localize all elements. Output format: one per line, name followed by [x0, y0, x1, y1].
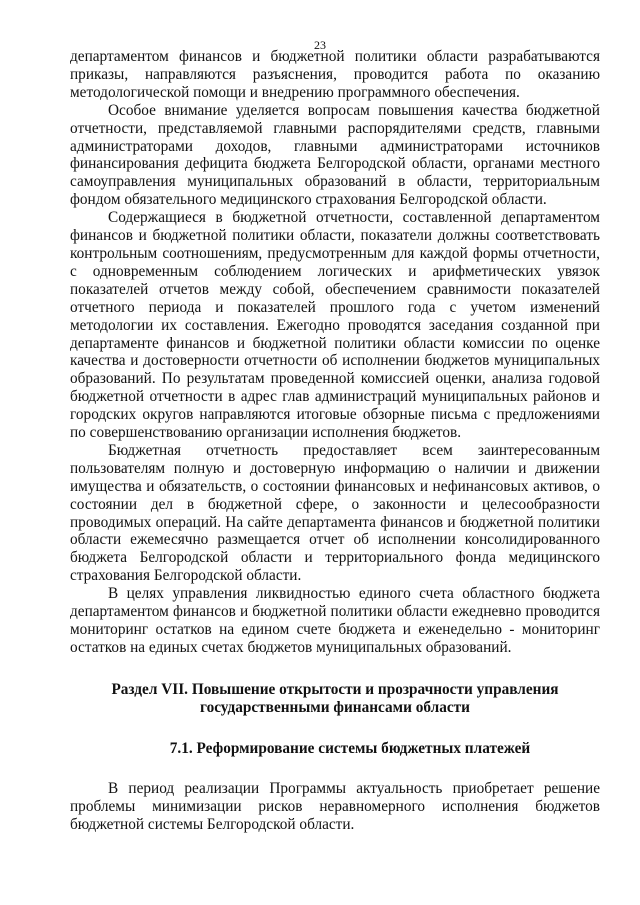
paragraph-1: департаментом финансов и бюджетной политики области разрабатываются приказы, направляются разъяснения, проводится работа по оказанию методологической помощи и внедрению программного обеспечения. — [70, 48, 600, 101]
paragraph-5: В целях управления ликвидностью единого счета областного бюджета департаментом финансов и бюджетной политики области ежедневно проводится мониторинг остатков на едином счете бюджета и еженедельно - мониторинг остатков на единых счетах бюджетов муниципальных образований. — [70, 585, 600, 656]
section-heading-line-2: государственными финансами области — [200, 698, 470, 716]
paragraph-3: Содержащиеся в бюджетной отчетности, составленной департаментом финансов и бюджетной политики области, показатели должны соответствовать контрольным соотношениям, предусмотренным для каждой формы отчетности, с одновременным соблюдением логических и арифметических увязок показателей отчетов между собой, обеспечением сравнимости показателей отчетного периода и показателей прошлого года с учетом изменений методологии их составления. Ежегодно проводятся заседания созданной при департаменте финансов и бюджетной политики области комиссии по оценке качества и достоверности отчетности об исполнении бюджетов муниципальных образований. По результатам проведенной комиссией оценки, анализа годовой бюджетной отчетности в адрес глав администраций муниципальных районов и городских округов направляются итоговые обзорные письма с предложениями по совершенствованию организации исполнения бюджетов. — [70, 209, 600, 442]
paragraph-4: Бюджетная отчетность предоставляет всем заинтересованным пользователям полную и достоверную информацию о наличии и движении имущества и обязательств, о состоянии финансовых и нефинансовых активов, о состоянии дел в бюджетной сфере, о законности и целесообразности проводимых операций. На сайте департамента финансов и бюджетной политики области ежемесячно размещается отчет об исполнении консолидированного бюджета Белгородской области и территориального фонда медицинского страхования Белгородской области. — [70, 441, 600, 585]
subsection-paragraph: В период реализации Программы актуальность приобретает решение проблемы минимизации рисков неравномерного исполнения бюджетов бюджетной системы Белгородской области. — [70, 779, 600, 833]
page-content — [70, 48, 600, 834]
page-number: 23 — [314, 38, 326, 52]
section-heading — [70, 681, 600, 717]
paragraph-2: Особое внимание уделяется вопросам повышения качества бюджетной отчетности, представляемой главными распорядителями средств, главными администраторами доходов, главными администраторами источников финансирования дефицита бюджета Белгородской области, органами местного самоуправления муниципальных образований в области, территориальным фондом обязательного медицинского страхования Белгородской области. — [70, 101, 600, 209]
subsection-heading: 7.1. Реформирование системы бюджетных платежей — [169, 739, 531, 757]
section-heading-line-1: Раздел VII. Повышение открытости и прозрачности управления — [111, 680, 559, 698]
